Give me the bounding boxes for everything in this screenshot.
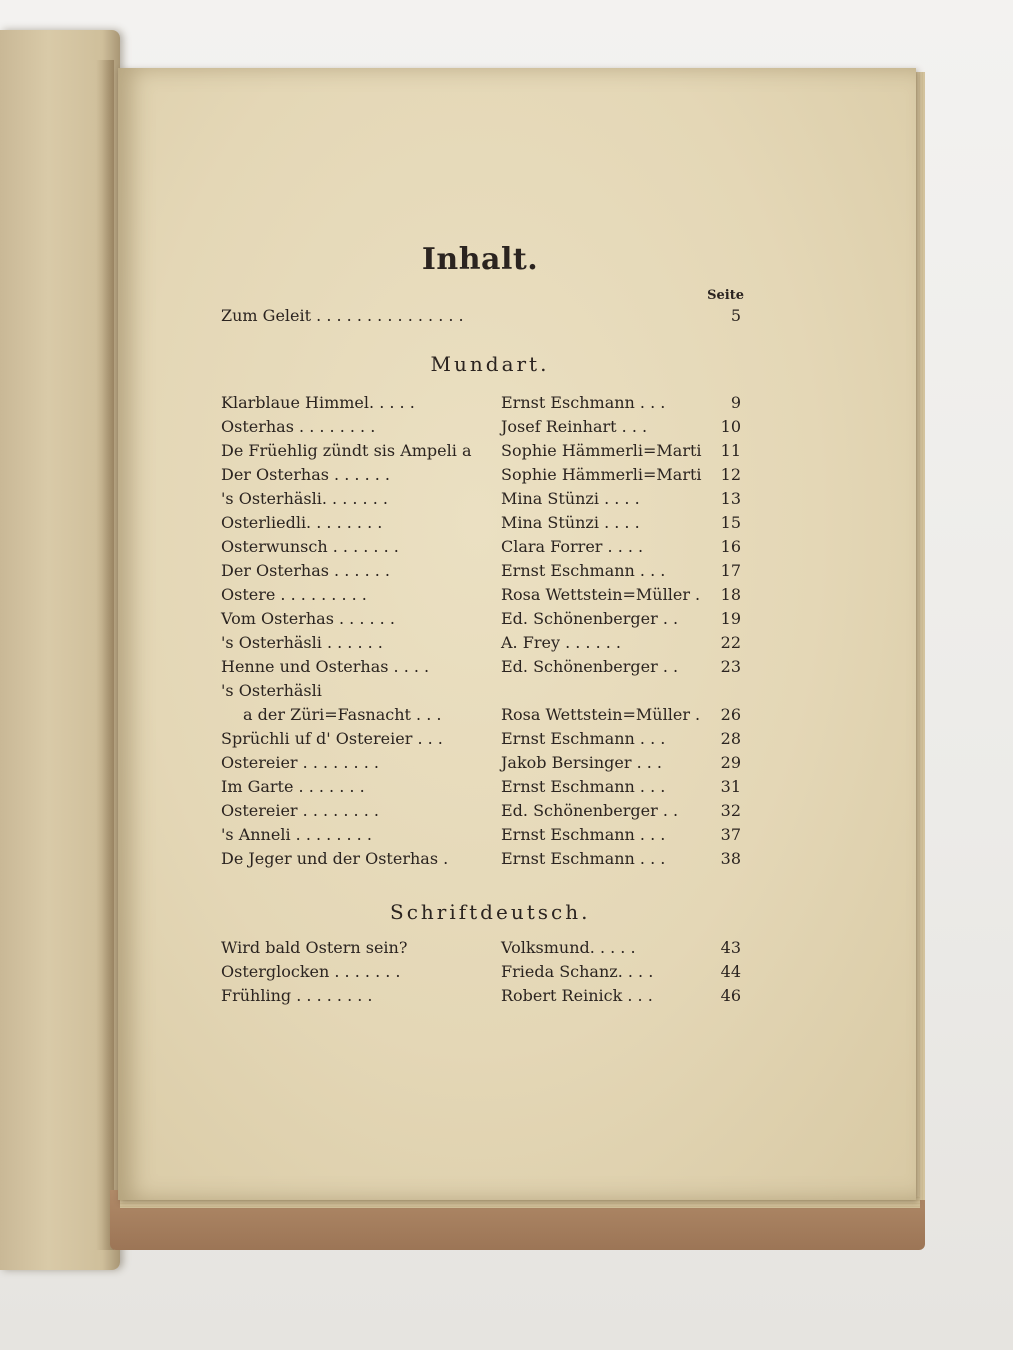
entry-page: 9 [730, 393, 741, 412]
toc-entry [221, 512, 741, 534]
entry-author: Sophie Hämmerli=Marti [501, 441, 702, 460]
entry-author: Sophie Hämmerli=Marti [501, 465, 702, 484]
entry-page: 13 [720, 489, 741, 508]
entry-author: A. Frey . . . . . . [501, 633, 622, 652]
entry-author: Ernst Eschmann . . . [501, 729, 666, 748]
toc-entry [221, 392, 741, 414]
entry-title: Henne und Osterhas . . . . [221, 657, 430, 676]
entry-title: 's Osterhäsli . . . . . . [221, 633, 383, 652]
entry-author: Ernst Eschmann . . . [501, 777, 666, 796]
entry-page: 43 [720, 938, 741, 957]
entry-author: Ernst Eschmann . . . [501, 393, 666, 412]
entry-author: Mina Stünzi . . . . [501, 513, 640, 532]
toc-entry [221, 632, 741, 654]
entry-author: Ed. Schönenberger . . [501, 609, 679, 628]
entry-author: Ernst Eschmann . . . [501, 849, 666, 868]
entry-page: 16 [720, 537, 741, 556]
toc-entry [221, 680, 741, 702]
entry-author: Ernst Eschmann . . . [501, 561, 666, 580]
entry-title: Ostereier . . . . . . . . [221, 753, 379, 772]
entry-author: Mina Stünzi . . . . [501, 489, 640, 508]
toc-entry [221, 800, 741, 822]
entry-author: Josef Reinhart . . . [501, 417, 648, 436]
toc-entry [221, 464, 741, 486]
section-heading-mundart: Mundart. [430, 352, 550, 376]
entry-title: Ostereier . . . . . . . . [221, 801, 379, 820]
entry-title: Zum Geleit . . . . . . . . . . . . . . . [221, 306, 464, 325]
entry-title: a der Züri=Fasnacht . . . [243, 705, 442, 724]
entry-title: Sprüchli uf d' Ostereier . . . [221, 729, 443, 748]
toc-entry [221, 776, 741, 798]
entry-title: Wird bald Ostern sein? [221, 938, 408, 957]
toc-entry [221, 608, 741, 630]
entry-page: 15 [720, 513, 741, 532]
toc-entry [221, 728, 741, 750]
entry-title: De Jeger und der Osterhas . [221, 849, 449, 868]
section-heading-schriftdeutsch: Schriftdeutsch. [390, 900, 591, 924]
entry-title: Osterliedli. . . . . . . . [221, 513, 383, 532]
entry-title: Der Osterhas . . . . . . [221, 561, 390, 580]
entry-page: 44 [720, 962, 741, 981]
entry-title: Osterhas . . . . . . . . [221, 417, 376, 436]
entry-title: Der Osterhas . . . . . . [221, 465, 390, 484]
entry-page: 12 [720, 465, 741, 484]
entry-page: 31 [720, 777, 741, 796]
entry-title: 's Anneli . . . . . . . . [221, 825, 372, 844]
entry-page: 10 [720, 417, 741, 436]
entry-title: Osterglocken . . . . . . . [221, 962, 401, 981]
entry-author: Ed. Schönenberger . . [501, 801, 679, 820]
toc-entry [221, 985, 741, 1007]
toc-entry [221, 848, 741, 870]
entry-title: Frühling . . . . . . . . [221, 986, 373, 1005]
entry-title: Klarblaue Himmel. . . . . [221, 393, 415, 412]
toc-entry [221, 824, 741, 846]
entry-author: Rosa Wettstein=Müller . [501, 585, 701, 604]
toc-entry [221, 704, 741, 726]
entry-title: 's Osterhäsli. . . . . . . [221, 489, 388, 508]
entry-page: 32 [720, 801, 741, 820]
toc-entry [221, 584, 741, 606]
entry-author: Frieda Schanz. . . . [501, 962, 654, 981]
entry-author: Rosa Wettstein=Müller . [501, 705, 701, 724]
entry-page: 46 [720, 986, 741, 1005]
entry-title: Vom Osterhas . . . . . . [221, 609, 395, 628]
toc-entry [221, 488, 741, 510]
entry-page: 17 [720, 561, 741, 580]
entry-page: 23 [720, 657, 741, 676]
page-column-label: Seite [707, 288, 744, 303]
toc-entry [221, 416, 741, 438]
entry-author: Robert Reinick . . . [501, 986, 653, 1005]
toc-entry [221, 752, 741, 774]
entry-page: 22 [720, 633, 741, 652]
entry-author: Ed. Schönenberger . . [501, 657, 679, 676]
entry-page: 29 [720, 753, 741, 772]
entry-page: 26 [720, 705, 741, 724]
entry-title: 's Osterhäsli [221, 681, 322, 700]
entry-page: 11 [720, 441, 741, 460]
toc-entry [221, 536, 741, 558]
entry-title: Im Garte . . . . . . . [221, 777, 365, 796]
entry-author: Volksmund. . . . . [501, 938, 636, 957]
entry-title: De Früehlig zündt sis Ampeli a [221, 441, 472, 460]
entry-title: Osterwunsch . . . . . . . [221, 537, 399, 556]
toc-entry [221, 961, 741, 983]
page-title: Inhalt. [421, 242, 539, 277]
toc-entry [221, 656, 741, 678]
entry-page: 5 [730, 306, 741, 325]
toc-entry [221, 560, 741, 582]
entry-page: 37 [720, 825, 741, 844]
entry-author: Ernst Eschmann . . . [501, 825, 666, 844]
entry-page: 28 [720, 729, 741, 748]
entry-author: Clara Forrer . . . . [501, 537, 644, 556]
entry-author: Jakob Bersinger . . . [501, 753, 662, 772]
entry-page: 38 [720, 849, 741, 868]
toc-entry [221, 440, 741, 462]
entry-page: 19 [720, 609, 741, 628]
toc-entry [221, 937, 741, 959]
entry-title: Ostere . . . . . . . . . [221, 585, 367, 604]
toc-entry-intro [221, 305, 741, 327]
entry-page: 18 [720, 585, 741, 604]
